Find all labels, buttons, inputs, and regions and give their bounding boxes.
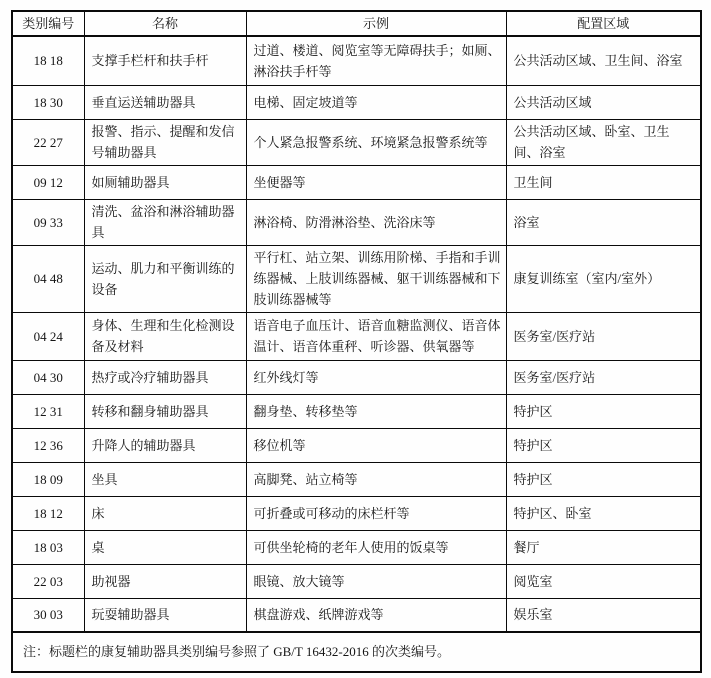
cell-area: 公共活动区域: [506, 85, 701, 119]
cell-name: 如厕辅助器具: [84, 165, 246, 199]
cell-example: 高脚凳、站立椅等: [246, 462, 506, 496]
cell-name: 玩耍辅助器具: [84, 598, 246, 632]
cell-category-code: 09 33: [12, 199, 84, 245]
table-row: [12, 312, 701, 360]
cell-example: 棋盘游戏、纸牌游戏等: [246, 598, 506, 632]
table-row: [12, 199, 701, 245]
table-row: [12, 496, 701, 530]
column-header: 名称: [84, 11, 246, 36]
cell-name: 垂直运送辅助器具: [84, 85, 246, 119]
cell-example: 可折叠或可移动的床栏杆等: [246, 496, 506, 530]
cell-category-code: 04 30: [12, 360, 84, 394]
cell-example: 可供坐轮椅的老年人使用的饭桌等: [246, 530, 506, 564]
table-note: 注：标题栏的康复辅助器具类别编号参照了 GB/T 16432-2016 的次类编号。: [12, 632, 701, 672]
cell-area: 特护区、卧室: [506, 496, 701, 530]
cell-area: 医务室/医疗站: [506, 312, 701, 360]
cell-name: 热疗或冷疗辅助器具: [84, 360, 246, 394]
cell-area: 特护区: [506, 462, 701, 496]
cell-example: 淋浴椅、防滑淋浴垫、洗浴床等: [246, 199, 506, 245]
cell-area: 公共活动区域、卧室、卫生间、浴室: [506, 119, 701, 165]
cell-area: 特护区: [506, 394, 701, 428]
table-row: [12, 245, 701, 312]
table-row: [12, 394, 701, 428]
cell-category-code: 18 12: [12, 496, 84, 530]
cell-name: 身体、生理和生化检测设备及材料: [84, 312, 246, 360]
table-row: [12, 85, 701, 119]
cell-name: 助视器: [84, 564, 246, 598]
cell-example: 语音电子血压计、语音血糖监测仪、语音体温计、语音体重秤、听诊器、供氧器等: [246, 312, 506, 360]
cell-example: 个人紧急报警系统、环境紧急报警系统等: [246, 119, 506, 165]
cell-area: 卫生间: [506, 165, 701, 199]
cell-area: 餐厅: [506, 530, 701, 564]
cell-example: 电梯、固定坡道等: [246, 85, 506, 119]
table-row: [12, 119, 701, 165]
table-row: [12, 462, 701, 496]
cell-example: 红外线灯等: [246, 360, 506, 394]
table-row: [12, 36, 701, 85]
cell-area: 康复训练室（室内/室外）: [506, 245, 701, 312]
note-row: [12, 632, 701, 672]
cell-area: 娱乐室: [506, 598, 701, 632]
cell-name: 转移和翻身辅助器具: [84, 394, 246, 428]
table-row: [12, 530, 701, 564]
table-row: [12, 598, 701, 632]
table-row: [12, 165, 701, 199]
cell-category-code: 04 48: [12, 245, 84, 312]
cell-category-code: 12 31: [12, 394, 84, 428]
table-row: [12, 360, 701, 394]
cell-category-code: 18 03: [12, 530, 84, 564]
cell-category-code: 18 18: [12, 36, 84, 85]
cell-name: 支撑手栏杆和扶手杆: [84, 36, 246, 85]
cell-name: 运动、肌力和平衡训练的设备: [84, 245, 246, 312]
cell-example: 过道、楼道、阅览室等无障碍扶手；如厕、淋浴扶手杆等: [246, 36, 506, 85]
cell-category-code: 12 36: [12, 428, 84, 462]
cell-category-code: 18 30: [12, 85, 84, 119]
cell-area: 浴室: [506, 199, 701, 245]
cell-name: 床: [84, 496, 246, 530]
table-row: [12, 564, 701, 598]
cell-area: 医务室/医疗站: [506, 360, 701, 394]
column-header: 类别编号: [12, 11, 84, 36]
assistive-device-category-table: [11, 10, 702, 673]
cell-example: 坐便器等: [246, 165, 506, 199]
cell-example: 眼镜、放大镜等: [246, 564, 506, 598]
cell-example: 翻身垫、转移垫等: [246, 394, 506, 428]
cell-name: 桌: [84, 530, 246, 564]
cell-name: 清洗、盆浴和淋浴辅助器具: [84, 199, 246, 245]
cell-name: 升降人的辅助器具: [84, 428, 246, 462]
cell-example: 平行杠、站立架、训练用阶梯、手指和手训练器械、上肢训练器械、躯干训练器械和下肢训练器械等: [246, 245, 506, 312]
cell-area: 特护区: [506, 428, 701, 462]
cell-category-code: 30 03: [12, 598, 84, 632]
cell-category-code: 04 24: [12, 312, 84, 360]
cell-category-code: 18 09: [12, 462, 84, 496]
cell-name: 坐具: [84, 462, 246, 496]
cell-category-code: 09 12: [12, 165, 84, 199]
table-header-row: [12, 11, 701, 36]
cell-area: 公共活动区域、卫生间、浴室: [506, 36, 701, 85]
cell-area: 阅览室: [506, 564, 701, 598]
cell-example: 移位机等: [246, 428, 506, 462]
column-header: 配置区域: [506, 11, 701, 36]
cell-category-code: 22 03: [12, 564, 84, 598]
table-row: [12, 428, 701, 462]
cell-name: 报警、指示、提醒和发信号辅助器具: [84, 119, 246, 165]
column-header: 示例: [246, 11, 506, 36]
cell-category-code: 22 27: [12, 119, 84, 165]
